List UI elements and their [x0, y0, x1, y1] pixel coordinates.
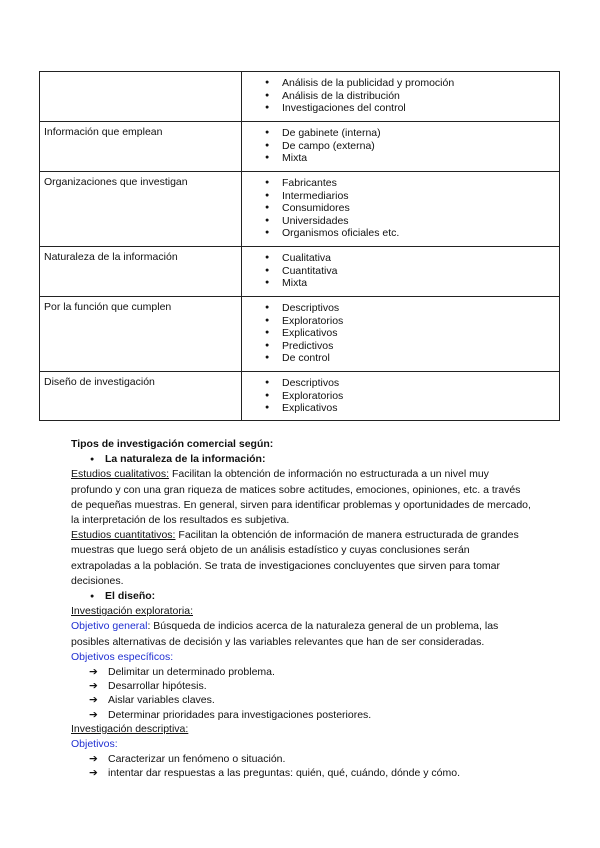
table-row — [40, 247, 560, 297]
list-item: ● Fabricantes — [242, 177, 559, 190]
list-item: ● De gabinete (interna) — [242, 127, 559, 140]
row-label: Por la función que cumplen — [40, 297, 242, 372]
label-objetivo-general: Objetivo general — [71, 620, 148, 633]
table-row — [40, 172, 560, 247]
table-row — [40, 372, 560, 421]
bullet-diseno: ● El diseño: — [71, 589, 531, 604]
classification-table — [39, 71, 560, 421]
label-objetivos-especificos: Objetivos específicos: — [71, 650, 174, 663]
row-list — [242, 177, 559, 240]
arrow-icon: ➔ — [89, 708, 98, 721]
row-list — [242, 302, 559, 365]
arrow-icon: ➔ — [89, 767, 98, 780]
section-heading: Tipos de investigación comercial según: — [71, 438, 274, 450]
row-label — [40, 72, 242, 122]
row-label: Información que emplean — [40, 122, 242, 172]
paragraph-cualitativos — [71, 467, 531, 528]
list-item: ● Análisis de la publicidad y promoción — [242, 77, 559, 90]
list-item: ● Investigaciones del control — [242, 102, 559, 115]
arrow-icon: ➔ — [89, 753, 98, 766]
label-objetivos: Objetivos: — [71, 738, 118, 751]
list-item: ● Exploratorios — [242, 390, 559, 403]
arrow-icon: ➔ — [89, 694, 98, 707]
row-list — [242, 127, 559, 165]
bullet-naturaleza: ● La naturaleza de la información: — [71, 452, 531, 467]
heading-descriptiva: Investigación descriptiva: — [71, 722, 189, 735]
text-cuantitativos: Facilitan la obtención de información de manera estructurada de grandes muestras que luego será objeto de un análisis estadístico y cuyas conclusiones serán extrapoladas a la población. Se trata de investigaciones concluyentes que sirven para tomar decisiones. — [71, 529, 519, 587]
table-row — [40, 72, 560, 122]
list-item: ➔ Determinar prioridades para investigaciones posteriores. — [89, 708, 372, 721]
term-cualitativos: Estudios cualitativos: — [71, 468, 170, 481]
row-list — [242, 77, 559, 115]
list-item: ● De campo (externa) — [242, 140, 559, 153]
row-list — [242, 377, 559, 415]
heading-exploratoria: Investigación exploratoria: — [71, 605, 193, 618]
row-label: Diseño de investigación — [40, 372, 242, 421]
list-item: ● Análisis de la distribución — [242, 90, 559, 103]
paragraph-objetivo-general — [71, 619, 531, 649]
list-item: ● Universidades — [242, 215, 559, 228]
list-item: ● Exploratorios — [242, 315, 559, 328]
table-row — [40, 297, 560, 372]
list-item: ● Mixta — [242, 152, 559, 165]
row-label: Organizaciones que investigan — [40, 172, 242, 247]
list-item: ● Explicativos — [242, 327, 559, 340]
list-item: ● Mixta — [242, 277, 559, 290]
document-body — [71, 437, 531, 781]
list-item: ● Organismos oficiales etc. — [242, 227, 559, 240]
table-row — [40, 122, 560, 172]
row-list — [242, 252, 559, 290]
list-item: ➔ Desarrollar hipótesis. — [89, 680, 207, 693]
row-label: Naturaleza de la información — [40, 247, 242, 297]
list-item: ● Predictivos — [242, 340, 559, 353]
term-cuantitativos: Estudios cuantitativos: — [71, 529, 176, 542]
text-cualitativos: Facilitan la obtención de información no estructurada a un nivel muy profundo y con una gran riqueza de matices sobre actitudes, emociones, opiniones, etc. a través de pequeñas muestras. En general, sirven para identificar problemas y oportunidades de mercado, la interpretación de los resultados es subjetiva. — [71, 468, 531, 527]
list-item: ● Cuantitativa — [242, 265, 559, 278]
arrow-icon: ➔ — [89, 666, 98, 679]
list-item: ● De control — [242, 352, 559, 365]
paragraph-cuantitativos — [71, 528, 531, 589]
list-item: ➔ Caracterizar un fenómeno o situación. — [89, 753, 286, 766]
list-item: ● Descriptivos — [242, 302, 559, 315]
list-item: ● Cualitativa — [242, 252, 559, 265]
list-item: ● Explicativos — [242, 402, 559, 415]
arrow-icon: ➔ — [89, 680, 98, 693]
list-item: ➔ intentar dar respuestas a las preguntas: quién, qué, cuándo, dónde y cómo. — [89, 767, 460, 780]
list-item: ● Consumidores — [242, 202, 559, 215]
list-item: ● Descriptivos — [242, 377, 559, 390]
list-item: ➔ Aislar variables claves. — [89, 694, 215, 707]
list-item: ● Intermediarios — [242, 190, 559, 203]
list-item: ➔ Delimitar un determinado problema. — [89, 666, 275, 679]
text-objetivo-general: : Búsqueda de indicios acerca de la naturaleza general de un problema, las posibles alternativas de decisión y las variables relevantes que han de ser consideradas. — [71, 620, 499, 648]
